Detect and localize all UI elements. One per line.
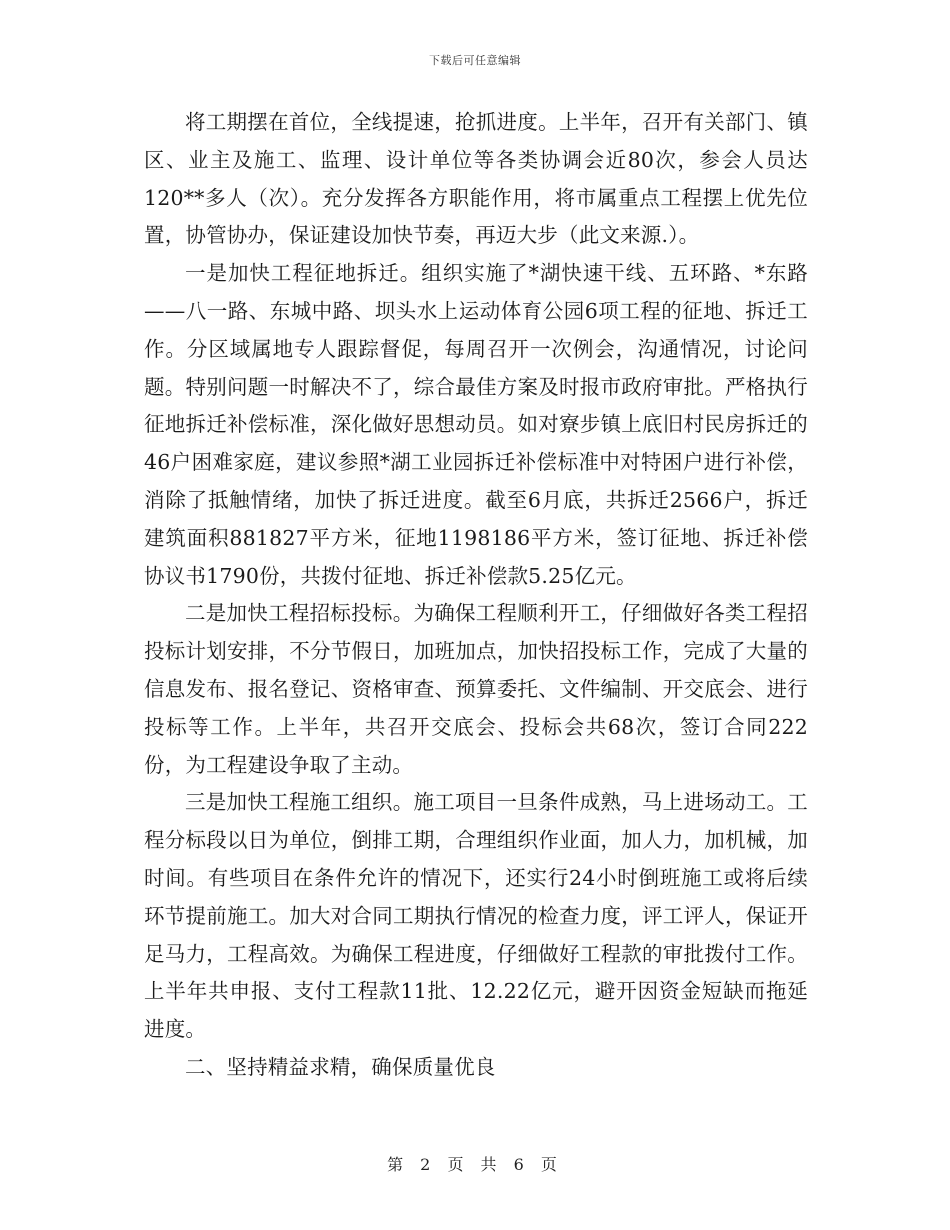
section-heading-quality: 二、坚持精益求精，确保质量优良 [185,1054,496,1079]
paragraph-bidding: 二是加快工程招标投标。为确保工程顺利开工，仔细做好各类工程招投标计划安排，不分节假日，加班加点，加快招投标工作，完成了大量的信息发布、报名登记、资格审查、预算委托、文件编制、开交底会、进行投标等工作。上半年，共召开交底会、投标会共68次，签订合同222份，为工程建设争取了主动。 [144,601,808,777]
paragraph-land-acquisition: 一是加快工程征地拆迁。组织实施了*湖快速干线、五环路、*东路——八一路、东城中路、坝头水上运动体育公园6项工程的征地、拆迁工作。分区域属地专人跟踪督促，每周召开一次例会，沟通情况，讨论问题。特别问题一时解决不了，综合最佳方案及时报市政府审批。严格执行征地拆迁补偿标准，深化做好思想动员。如对寮步镇上底旧村民房拆迁的46户困难家庭，建议参照*湖工业园拆迁补偿标准中对特困户进行补偿，消除了抵触情绪，加快了拆迁进度。截至6月底，共拆迁2566户，拆迁建筑面积881827平方米，征地1198186平方米，签订征地、拆迁补偿协议书1790份，共拨付征地、拆迁补偿款5.25亿元。 [144,261,808,588]
page-number-footer: 第 2 页 共 6 页 [387,1155,563,1174]
document-body [144,104,808,1087]
page-header-note: 下载后可任意编辑 [429,54,521,67]
paragraph-intro: 将工期摆在首位，全线提速，抢抓进度。上半年，召开有关部门、镇区、业主及施工、监理、设计单位等各类协调会近80次，参会人员达120**多人（次）。充分发挥各方职能作用，将市属重点工程摆上优先位置，协管协办，保证建设加快节奏，再迈大步（此文来源.）。 [144,110,808,248]
paragraph-construction: 三是加快工程施工组织。施工项目一旦条件成熟，马上进场动工。工程分标段以日为单位，倒排工期，合理组织作业面，加人力，加机械，加时间。有些项目在条件允许的情况下，还实行24小时倒班施工或将后续环节提前施工。加大对合同工期执行情况的检查力度，评工评人，保证开足马力，工程高效。为确保工程进度，仔细做好工程款的审批拨付工作。上半年共申报、支付工程款11批、12.22亿元，避开因资金短缺而拖延进度。 [144,790,808,1042]
